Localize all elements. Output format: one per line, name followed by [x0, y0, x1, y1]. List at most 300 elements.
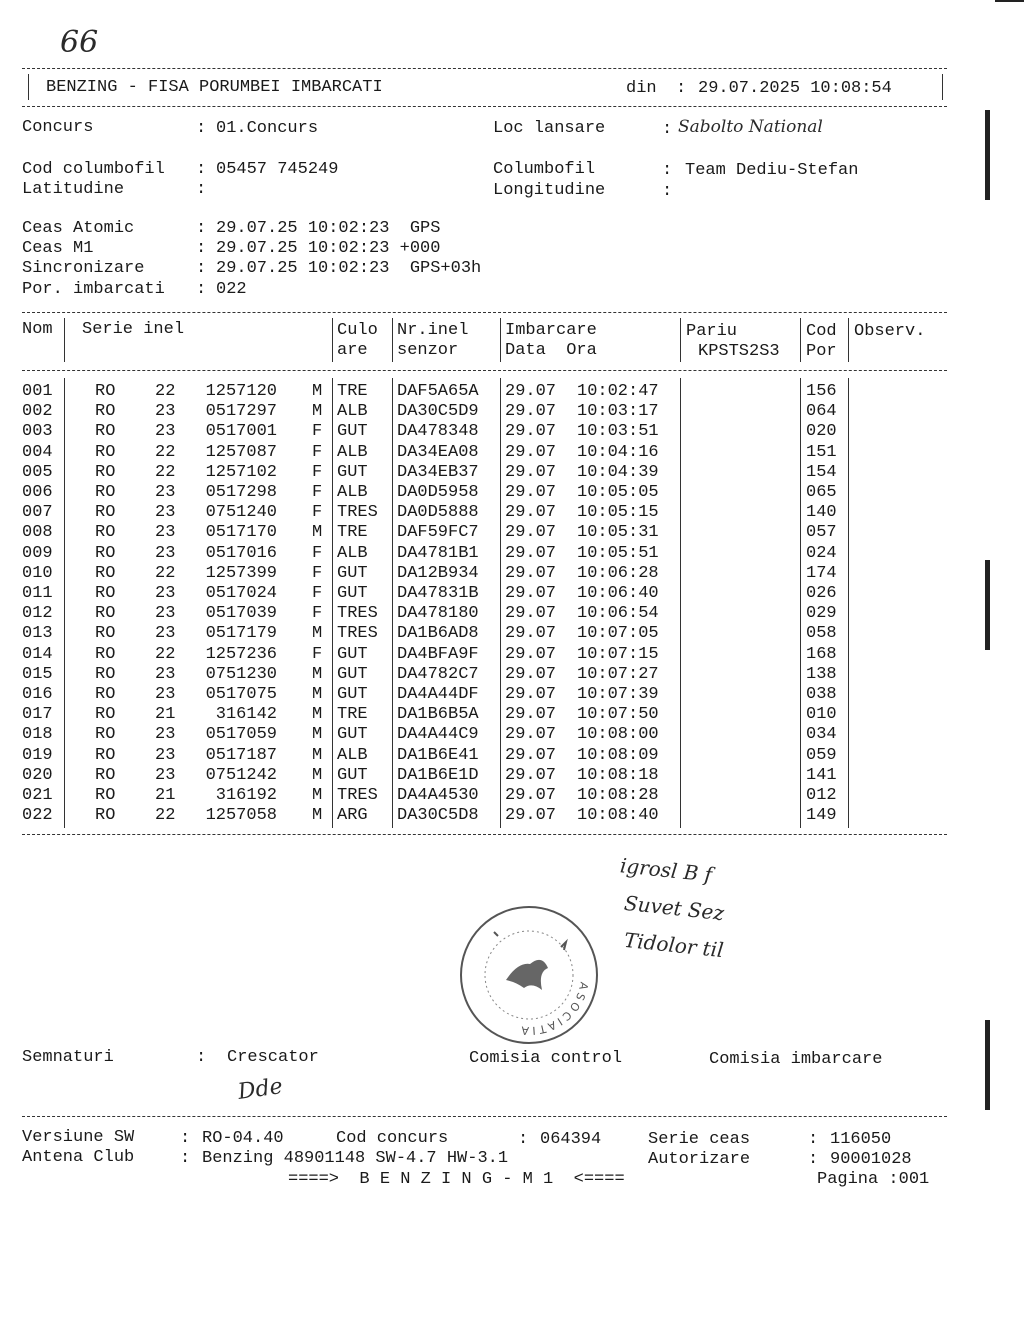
cell-country: RO [95, 462, 116, 482]
cell-cod: 154 [806, 462, 837, 482]
cell-nom: 014 [22, 644, 53, 664]
cell-sex: F [312, 644, 323, 664]
cell-cod: 141 [806, 765, 837, 785]
colon: : [518, 1130, 529, 1149]
table-row [0, 705, 1024, 725]
cell-cod: 026 [806, 584, 837, 603]
colon: : [808, 1130, 819, 1149]
cell-time: 10:05:31 [577, 523, 659, 543]
cell-nom: 009 [22, 543, 53, 563]
cell-time: 10:07:50 [577, 705, 659, 725]
table-row [0, 665, 1024, 685]
col-header-cod-2: Por [806, 342, 837, 361]
table-row [0, 766, 1024, 786]
table-row [0, 725, 1024, 745]
colon: : [196, 119, 207, 138]
cell-sensor: DA4782C7 [397, 664, 479, 684]
ceas-atomic-value: 29.07.25 10:02:23 GPS [216, 219, 441, 238]
cell-time: 10:07:27 [577, 664, 659, 684]
cell-time: 10:04:39 [577, 462, 659, 482]
serie-ceas-label: Serie ceas [648, 1130, 751, 1149]
association-stamp [456, 902, 602, 1048]
cell-color: GUT [337, 644, 368, 664]
versiune-value: RO-04.40 [202, 1129, 284, 1148]
columbofil-label: Columbofil [493, 160, 596, 179]
cell-year: 23 [155, 422, 176, 442]
cell-cod: 029 [806, 604, 837, 624]
cell-time: 10:07:39 [577, 685, 659, 704]
cell-ring-number: 1257102 [205, 462, 277, 482]
cell-date: 29.07 [505, 584, 557, 603]
cell-ring-number: 316192 [215, 786, 277, 805]
colon: : [808, 1150, 819, 1169]
colon: : [196, 160, 207, 179]
antena-label: Antena Club [22, 1148, 135, 1167]
cell-country: RO [95, 402, 116, 422]
cell-year: 22 [155, 442, 176, 462]
cell-time: 10:08:28 [577, 786, 659, 805]
cell-date: 29.07 [505, 745, 557, 765]
cell-sensor: DA1B6E1D [397, 765, 479, 785]
cell-ring-number: 0517001 [205, 422, 277, 442]
cell-date: 29.07 [505, 402, 557, 422]
table-top-border [22, 312, 947, 313]
cell-sex: M [312, 382, 323, 401]
cell-sensor: DA4BFA9F [397, 644, 479, 664]
crescator-signature: Dde [236, 1074, 285, 1105]
serie-ceas-value: 116050 [830, 1130, 892, 1149]
latitudine-label: Latitudine [22, 180, 125, 199]
cell-sex: F [312, 503, 323, 523]
col-header-pariu-2: KPSTS2S3 [698, 342, 780, 361]
cell-time: 10:06:40 [577, 584, 659, 603]
cell-year: 22 [155, 462, 176, 482]
cell-sensor: DA1B6E41 [397, 745, 479, 765]
col-header-imbarcare-1: Imbarcare [505, 321, 597, 340]
cell-time: 10:07:15 [577, 644, 659, 664]
cell-cod: 012 [806, 786, 837, 805]
cell-year: 21 [155, 786, 176, 805]
cell-nom: 002 [22, 402, 53, 422]
cell-ring-number: 0751240 [205, 503, 277, 523]
table-bottom-border [22, 834, 947, 835]
ceas-m1-value: 29.07.25 10:02:23 +000 [216, 239, 441, 258]
colon: : [196, 180, 207, 199]
table-row [0, 584, 1024, 604]
cell-nom: 022 [22, 806, 53, 826]
autorizare-label: Autorizare [648, 1150, 751, 1169]
cell-ring-number: 0517075 [205, 685, 277, 704]
cell-sensor: DA478348 [397, 422, 479, 442]
cell-country: RO [95, 685, 116, 704]
cell-color: TRE [337, 705, 368, 725]
cell-year: 22 [155, 382, 176, 401]
header-top-border [22, 68, 947, 69]
handwritten-note: Tidolor til [623, 927, 725, 963]
cell-country: RO [95, 806, 116, 826]
cell-sex: M [312, 705, 323, 725]
benzing-banner: ====> B E N Z I N G - M 1 <==== [288, 1170, 625, 1189]
cell-ring-number: 0751230 [205, 664, 277, 684]
cell-sex: F [312, 584, 323, 603]
cell-nom: 003 [22, 422, 53, 442]
cell-country: RO [95, 644, 116, 664]
longitudine-label: Longitudine [493, 181, 606, 200]
cell-nom: 001 [22, 382, 53, 401]
table-row [0, 523, 1024, 543]
col-header-nrinel-1: Nr.inel [397, 321, 469, 340]
cell-sensor: DA30C5D8 [397, 806, 479, 826]
cell-year: 23 [155, 604, 176, 624]
cell-ring-number: 0751242 [205, 765, 277, 785]
handwritten-note: igrosl B f [618, 853, 714, 887]
cell-sensor: DAF5A65A [397, 382, 479, 401]
cell-cod: 057 [806, 523, 837, 543]
colon: : [196, 280, 207, 299]
versiune-label: Versiune SW [22, 1128, 135, 1147]
cell-country: RO [95, 604, 116, 624]
scan-mark [995, 0, 1024, 2]
cell-date: 29.07 [505, 786, 557, 805]
stamp-text: ASOCIATIA [517, 980, 591, 1038]
cell-date: 29.07 [505, 503, 557, 523]
cell-cod: 168 [806, 644, 837, 664]
autorizare-value: 90001028 [830, 1150, 912, 1169]
cell-ring-number: 0517179 [205, 624, 277, 644]
loc-lansare-value: Sabolto National [678, 117, 823, 137]
scan-mark [985, 1020, 990, 1110]
report-datetime: 29.07.2025 10:08:54 [698, 79, 892, 98]
cell-cod: 038 [806, 685, 837, 704]
colon: : [196, 259, 207, 278]
cell-nom: 017 [22, 705, 53, 725]
table-row [0, 604, 1024, 624]
cell-color: TRE [337, 382, 368, 401]
cell-cod: 174 [806, 563, 837, 583]
cell-country: RO [95, 745, 116, 765]
colon: : [662, 120, 673, 139]
cell-year: 21 [155, 705, 176, 725]
table-row [0, 503, 1024, 523]
cell-time: 10:08:18 [577, 765, 659, 785]
cell-sex: M [312, 664, 323, 684]
cell-color: GUT [337, 725, 368, 745]
cell-sex: F [312, 462, 323, 482]
cell-country: RO [95, 543, 116, 563]
scan-mark [985, 110, 990, 200]
colon: : [196, 1048, 207, 1067]
table-row [0, 544, 1024, 564]
cell-sex: M [312, 745, 323, 765]
cell-country: RO [95, 483, 116, 502]
cell-color: ALB [337, 745, 368, 765]
cell-cod: 058 [806, 624, 837, 644]
cell-cod: 059 [806, 745, 837, 765]
comisia-imbarcare-label: Comisia imbarcare [709, 1050, 883, 1069]
cell-nom: 021 [22, 786, 53, 805]
cell-ring-number: 1257236 [205, 644, 277, 664]
cell-color: ALB [337, 483, 368, 502]
cell-color: GUT [337, 685, 368, 704]
cell-ring-number: 0517187 [205, 745, 277, 765]
cell-cod: 156 [806, 382, 837, 401]
cell-nom: 007 [22, 503, 53, 523]
cell-country: RO [95, 765, 116, 785]
cell-time: 10:08:00 [577, 725, 659, 745]
cell-color: TRES [337, 503, 378, 523]
table-row [0, 624, 1024, 644]
cell-cod: 034 [806, 725, 837, 745]
cell-nom: 005 [22, 462, 53, 482]
antena-value: Benzing 48901148 SW-4.7 HW-3.1 [202, 1149, 509, 1168]
col-separator [800, 318, 801, 362]
cell-country: RO [95, 523, 116, 543]
cell-date: 29.07 [505, 604, 557, 624]
cell-nom: 013 [22, 624, 53, 644]
cell-cod: 020 [806, 422, 837, 442]
ceas-m1-label: Ceas M1 [22, 239, 94, 258]
cell-country: RO [95, 705, 116, 725]
loc-lansare-label: Loc lansare [493, 119, 606, 138]
cell-date: 29.07 [505, 685, 557, 704]
col-header-imbarcare-2: Data Ora [505, 341, 597, 360]
cell-ring-number: 1257087 [205, 442, 277, 462]
cell-ring-number: 0517170 [205, 523, 277, 543]
cell-date: 29.07 [505, 543, 557, 563]
col-header-cod-1: Cod [806, 322, 837, 341]
cod-concurs-label: Cod concurs [336, 1129, 449, 1148]
cell-year: 23 [155, 584, 176, 603]
cell-year: 23 [155, 503, 176, 523]
page-indicator: Pagina :001 [817, 1170, 930, 1189]
cell-sensor: DA12B934 [397, 563, 479, 583]
cell-color: ALB [337, 402, 368, 422]
cell-sex: M [312, 685, 323, 704]
cell-cod: 024 [806, 543, 837, 563]
cell-color: GUT [337, 462, 368, 482]
cell-date: 29.07 [505, 624, 557, 644]
header-bottom-border [22, 106, 947, 107]
colon: : [180, 1149, 191, 1168]
col-header-culoare-1: Culo [337, 321, 378, 340]
cell-year: 22 [155, 644, 176, 664]
cell-nom: 006 [22, 483, 53, 502]
colon: : [662, 161, 673, 180]
header-right-border [942, 74, 943, 100]
cell-sensor: DA47831B [397, 584, 479, 603]
col-separator [64, 318, 65, 362]
cell-sex: M [312, 786, 323, 805]
cell-date: 29.07 [505, 664, 557, 684]
sincronizare-label: Sincronizare [22, 259, 145, 278]
cell-color: GUT [337, 584, 368, 603]
cell-year: 22 [155, 806, 176, 826]
comisia-control-label: Comisia control [469, 1049, 623, 1068]
cell-sex: F [312, 563, 323, 583]
cell-sensor: DAF59FC7 [397, 523, 479, 543]
cell-date: 29.07 [505, 442, 557, 462]
cell-year: 23 [155, 402, 176, 422]
cell-time: 10:03:51 [577, 422, 659, 442]
cell-year: 23 [155, 745, 176, 765]
colon: : [196, 219, 207, 238]
colon: : [196, 239, 207, 258]
cell-nom: 019 [22, 745, 53, 765]
cell-sex: M [312, 765, 323, 785]
svg-text:ASOCIATIA [518, 981, 591, 1037]
concurs-label: Concurs [22, 118, 94, 137]
cell-sex: F [312, 483, 323, 502]
cell-country: RO [95, 503, 116, 523]
cell-color: GUT [337, 765, 368, 785]
cell-time: 10:06:54 [577, 604, 659, 624]
handwritten-note: Suvet Sez [623, 890, 726, 926]
header-left-border [28, 74, 29, 100]
crescator-label: Crescator [227, 1048, 319, 1067]
table-row [0, 443, 1024, 463]
cell-sex: F [312, 422, 323, 442]
cell-sex: M [312, 806, 323, 826]
cell-cod: 149 [806, 806, 837, 826]
cell-date: 29.07 [505, 422, 557, 442]
cell-ring-number: 0517059 [205, 725, 277, 745]
cell-date: 29.07 [505, 765, 557, 785]
cell-color: TRES [337, 604, 378, 624]
cell-date: 29.07 [505, 483, 557, 502]
cell-sensor: DA4A44C9 [397, 725, 479, 745]
table-row [0, 382, 1024, 402]
cell-color: ALB [337, 442, 368, 462]
cell-nom: 015 [22, 664, 53, 684]
cell-year: 23 [155, 685, 176, 704]
cell-sex: M [312, 402, 323, 422]
cell-country: RO [95, 584, 116, 603]
col-separator [392, 318, 393, 362]
cell-country: RO [95, 664, 116, 684]
ceas-atomic-label: Ceas Atomic [22, 219, 135, 238]
por-imbarcati-value: 022 [216, 280, 247, 299]
col-header-culoare-2: are [337, 341, 368, 360]
cell-time: 10:06:28 [577, 563, 659, 583]
colon: : [662, 182, 673, 201]
date-label: din [626, 79, 657, 98]
table-row [0, 645, 1024, 665]
table-row [0, 786, 1024, 806]
colon: : [180, 1129, 191, 1148]
page-number-note: 66 [60, 25, 99, 60]
cell-year: 23 [155, 765, 176, 785]
cell-time: 10:08:40 [577, 806, 659, 826]
cell-color: ALB [337, 543, 368, 563]
table-row [0, 685, 1024, 705]
cell-ring-number: 1257120 [205, 382, 277, 401]
cell-country: RO [95, 725, 116, 745]
cell-sensor: DA34EA08 [397, 442, 479, 462]
cell-cod: 138 [806, 664, 837, 684]
cell-color: GUT [337, 563, 368, 583]
cell-nom: 010 [22, 563, 53, 583]
cod-columbofil-value: 05457 745249 [216, 160, 339, 179]
cell-cod: 010 [806, 705, 837, 725]
cell-ring-number: 0517039 [205, 604, 277, 624]
col-separator [500, 318, 501, 362]
cell-date: 29.07 [505, 725, 557, 745]
cell-nom: 011 [22, 584, 53, 603]
cell-sensor: DA478180 [397, 604, 479, 624]
cell-country: RO [95, 442, 116, 462]
concurs-value: 01.Concurs [216, 119, 319, 138]
cell-time: 10:05:15 [577, 503, 659, 523]
cell-sex: F [312, 543, 323, 563]
cell-sensor: DA1B6AD8 [397, 624, 479, 644]
col-header-nrinel-2: senzor [397, 341, 459, 360]
cell-country: RO [95, 422, 116, 442]
table-row [0, 422, 1024, 442]
cell-nom: 012 [22, 604, 53, 624]
cell-time: 10:04:16 [577, 442, 659, 462]
cell-ring-number: 0517298 [205, 483, 277, 502]
cell-nom: 020 [22, 765, 53, 785]
cell-cod: 151 [806, 442, 837, 462]
cell-ring-number: 0517297 [205, 402, 277, 422]
col-header-observ: Observ. [854, 322, 926, 341]
cell-ring-number: 1257058 [205, 806, 277, 826]
cell-time: 10:05:05 [577, 483, 659, 502]
semnaturi-label: Semnaturi [22, 1048, 114, 1067]
cell-date: 29.07 [505, 563, 557, 583]
cell-sex: F [312, 442, 323, 462]
cell-color: ARG [337, 806, 368, 826]
cell-sensor: DA30C5D9 [397, 402, 479, 422]
cell-time: 10:05:51 [577, 543, 659, 563]
table-row [0, 463, 1024, 483]
col-header-serie: Serie inel [82, 320, 185, 339]
cell-nom: 016 [22, 685, 53, 704]
por-imbarcati-label: Por. imbarcati [22, 280, 165, 299]
cell-nom: 008 [22, 523, 53, 543]
cell-country: RO [95, 624, 116, 644]
cell-sensor: DA4A4530 [397, 786, 479, 805]
footer-top-border [22, 1116, 947, 1117]
cell-sex: M [312, 523, 323, 543]
cell-cod: 140 [806, 503, 837, 523]
cell-color: GUT [337, 664, 368, 684]
col-header-pariu-1: Pariu [686, 322, 738, 341]
cell-date: 29.07 [505, 644, 557, 664]
cell-country: RO [95, 786, 116, 805]
cell-date: 29.07 [505, 806, 557, 826]
cell-country: RO [95, 382, 116, 401]
cell-sex: F [312, 604, 323, 624]
cell-date: 29.07 [505, 705, 557, 725]
cell-year: 23 [155, 624, 176, 644]
col-separator [332, 318, 333, 362]
cell-year: 23 [155, 664, 176, 684]
table-row [0, 564, 1024, 584]
table-row [0, 806, 1024, 826]
cell-ring-number: 1257399 [205, 563, 277, 583]
cell-time: 10:02:47 [577, 382, 659, 401]
cell-year: 22 [155, 563, 176, 583]
cell-sex: M [312, 624, 323, 644]
cell-nom: 004 [22, 442, 53, 462]
cell-sensor: DA0D5958 [397, 483, 479, 502]
cell-date: 29.07 [505, 523, 557, 543]
cell-color: TRE [337, 523, 368, 543]
sincronizare-value: 29.07.25 10:02:23 GPS+03h [216, 259, 482, 278]
cell-country: RO [95, 563, 116, 583]
cell-date: 29.07 [505, 462, 557, 482]
